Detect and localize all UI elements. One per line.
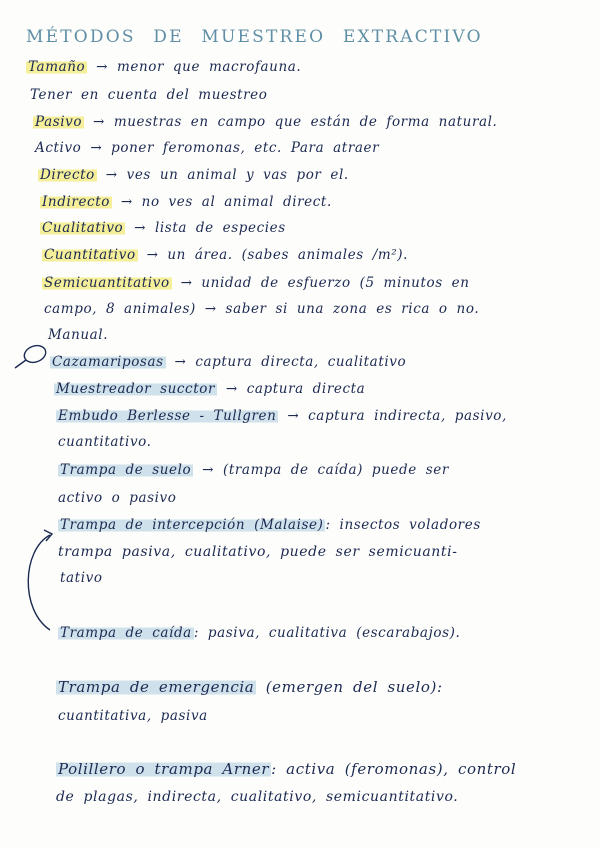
note-line bbox=[26, 60, 301, 75]
note-line: cuantitativa, pasiva bbox=[58, 708, 208, 724]
note-line bbox=[42, 248, 408, 263]
note-term: Tamaño bbox=[28, 59, 86, 75]
note-text: : pasiva, cualitativa (escarabajos). bbox=[193, 625, 461, 641]
note-text: → poner feromonas, etc. Para atraer bbox=[81, 140, 380, 156]
note-line bbox=[58, 518, 481, 533]
note-line bbox=[54, 382, 365, 397]
note-term: Trampa de suelo bbox=[60, 462, 192, 478]
note-line bbox=[40, 221, 286, 236]
note-line: Tener en cuenta del muestreo bbox=[30, 87, 268, 103]
note-term: Cualitativo bbox=[42, 220, 124, 236]
note-line bbox=[56, 761, 516, 778]
note-line bbox=[50, 355, 406, 370]
note-line: activo o pasivo bbox=[58, 490, 177, 506]
note-term: Cuantitativo bbox=[44, 247, 136, 263]
note-term: Trampa de intercepción (Malaise) bbox=[60, 517, 324, 533]
note-text: → no ves al animal direct. bbox=[111, 194, 332, 210]
note-line bbox=[40, 195, 332, 210]
note-term: Semicuantitativo bbox=[44, 275, 170, 291]
note-term: Directo bbox=[40, 167, 95, 183]
note-term: Trampa de emergencia bbox=[58, 678, 255, 696]
note-term: Cazamariposas bbox=[52, 354, 164, 370]
net-icon bbox=[15, 343, 48, 368]
note-line bbox=[38, 168, 349, 183]
note-text: → menor que macrofauna. bbox=[87, 59, 302, 75]
note-term: Embudo Berlesse - Tullgren bbox=[58, 408, 277, 424]
note-text: → lista de especies bbox=[125, 220, 286, 236]
page-title: MÉTODOS DE MUESTREO EXTRACTIVO bbox=[26, 27, 483, 47]
note-line bbox=[35, 141, 379, 156]
bracket-arc bbox=[28, 535, 50, 630]
note-text: : activa (feromonas), control bbox=[271, 760, 517, 778]
note-text: → (trampa de caída) puede ser bbox=[193, 462, 449, 478]
note-line bbox=[58, 626, 460, 641]
note-text: → captura indirecta, pasivo, bbox=[278, 408, 507, 424]
note-term: Indirecto bbox=[42, 194, 110, 210]
note-text: : insectos voladores bbox=[325, 517, 481, 533]
note-text: → captura directa bbox=[217, 381, 366, 397]
note-line bbox=[58, 463, 449, 478]
note-line bbox=[33, 115, 497, 130]
note-term: Pasivo bbox=[35, 114, 83, 130]
note-line: de plagas, indirecta, cualitativo, semicuantitativo. bbox=[56, 789, 459, 805]
note-line: Manual. bbox=[48, 327, 109, 343]
note-text: (emergen del suelo): bbox=[256, 678, 443, 696]
note-text: → captura directa, cualitativo bbox=[165, 354, 407, 370]
note-line: tativo bbox=[60, 570, 103, 586]
note-text: → muestras en campo que están de forma natural. bbox=[84, 114, 498, 130]
note-line bbox=[42, 276, 470, 291]
note-term: Activo bbox=[35, 140, 82, 156]
note-line: trampa pasiva, cualitativo, puede ser semicuanti- bbox=[58, 544, 458, 560]
note-text: → ves un animal y vas por el. bbox=[96, 167, 349, 183]
note-line bbox=[56, 409, 507, 424]
note-text: → un área. (sabes animales /m²). bbox=[137, 247, 409, 263]
note-term: Trampa de caída bbox=[60, 625, 192, 641]
note-line: cuantitativo. bbox=[58, 434, 152, 450]
note-term: Muestreador succtor bbox=[56, 381, 216, 397]
note-term: Polillero o trampa Arner bbox=[58, 760, 270, 778]
note-line bbox=[56, 679, 443, 696]
note-text: → unidad de esfuerzo (5 minutos en bbox=[171, 275, 470, 291]
note-line: campo, 8 animales) → saber si una zona es rica o no. bbox=[44, 301, 480, 317]
